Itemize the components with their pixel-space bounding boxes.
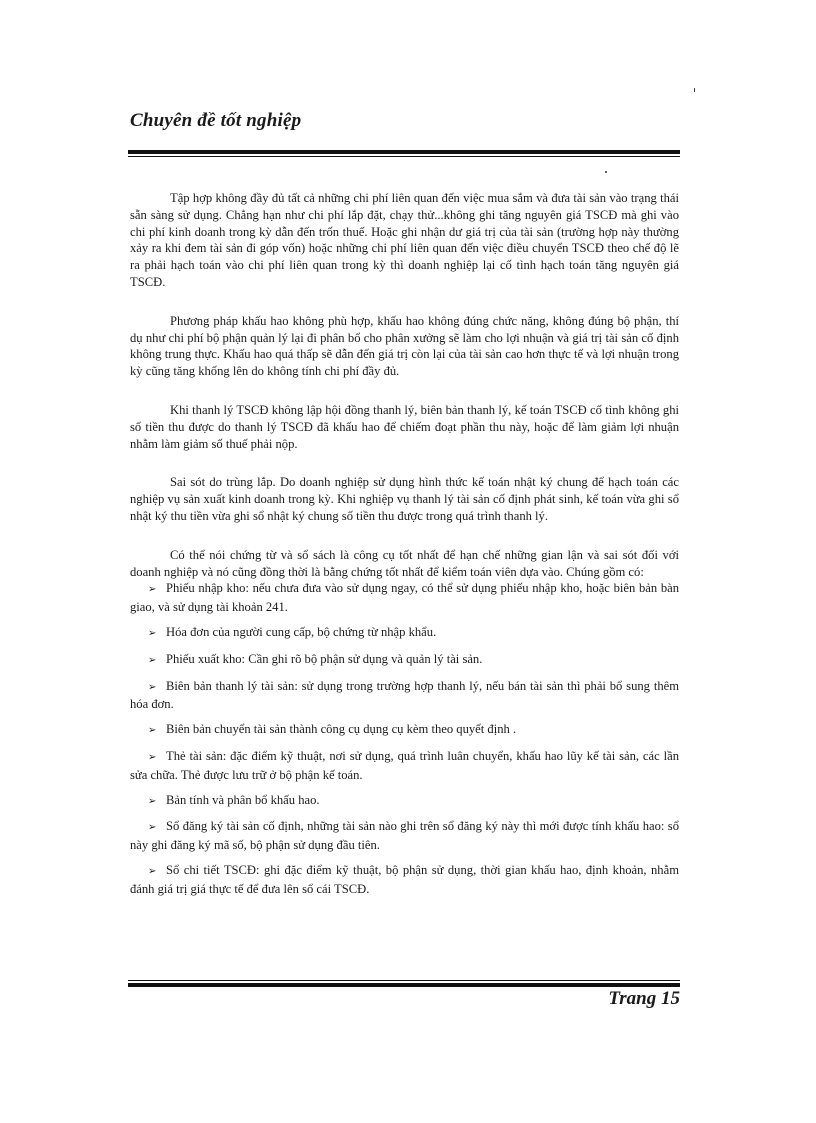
list-item [130, 748, 679, 784]
list-item [130, 818, 679, 854]
document-body [130, 190, 679, 906]
page-header-title: Chuyên đề tốt nghiệp [130, 110, 302, 131]
arrow-bullet-icon: ➢ [148, 584, 157, 596]
arrow-bullet-icon: ➢ [148, 865, 157, 877]
list-item-text: Sổ đăng ký tài sản cố định, những tài sản nào ghi trên sổ đăng ký này thì mới được tính khấu hao: sổ này ghi đăng ký mã số, bộ phận sử dụng đầu tiên. [130, 819, 679, 853]
list-item [130, 624, 679, 643]
arrow-bullet-icon: ➢ [148, 795, 157, 807]
list-item [130, 862, 679, 898]
footer-rule-thin-line [128, 980, 680, 981]
list-item-text: Thẻ tài sản: đặc điểm kỹ thuật, nơi sử dụng, quá trình luân chuyển, khấu hao lũy kế tài sản, các lần sửa chữa. Thẻ được lưu trữ ở bộ phận kế toán. [130, 748, 679, 782]
scan-speck [694, 88, 695, 92]
list-item [130, 721, 679, 740]
list-item-text: Bản tính và phân bổ khấu hao. [166, 792, 320, 807]
arrow-bullet-icon: ➢ [148, 751, 157, 763]
header-rule [128, 150, 680, 157]
paragraph: Tập hợp không đầy đủ tất cả những chi phí liên quan đến việc mua sắm và đưa tài sản vào trạng thái sẵn sàng sử dụng. Chẳng hạn như chi phí lắp đặt, chạy thử...không ghi tăng nguyên giá TSCĐ mà ghi vào chi phí kinh doanh trong kỳ dẫn đến trốn thuế. Hoặc ghi nhận dư giá trị của tài sản (trường hợp này thường xảy ra khi đem tài sản đi góp vốn) hoặc những chi phí liên quan đến việc điều chuyển TSCĐ theo chế độ lẽ ra phải hạch toán vào chi phí liên quan trong kỳ thì doanh nghiệp lại cố tình hạch toán tăng nguyên giá TSCĐ. [130, 191, 679, 289]
arrow-bullet-icon: ➢ [148, 725, 157, 737]
page-number: Trang 15 [608, 988, 680, 1009]
paragraph: Phương pháp khấu hao không phù hợp, khấu hao không đúng chức năng, không đúng bộ phận, thí dụ như chi phí bộ phận quản lý lại đi phân bổ cho phân xưởng sẽ làm cho lợi nhuận và giá trị tài sản cố định không trung thực. Khấu hao quá thấp sẽ dẫn đến giá trị còn lại của tài sản cao hơn thực tế và lợi nhuận trong kỳ cũng tăng khống lên do không tính chi phí đầy đủ. [130, 313, 679, 379]
header-rule-thick-line [128, 150, 680, 154]
list-item-text: Sổ chi tiết TSCĐ: ghi đặc điểm kỹ thuật, bộ phận sử dụng, thời gian khấu hao, định khoản, nhằm đánh giá trị giá thực tế để đưa lên sổ cái TSCĐ. [130, 862, 679, 896]
list-item [130, 792, 679, 811]
document-bullet-list [130, 580, 679, 897]
paragraph: Sai sót do trùng lắp. Do doanh nghiệp sử dụng hình thức kế toán nhật ký chung để hạch toán các nghiệp vụ sản xuất kinh doanh trong kỳ. Khi nghiệp vụ thanh lý tài sản cố định phát sinh, kế toán vừa ghi sổ nhật ký thu tiền vừa ghi sổ nhật ký chung số tiền thu được trong quá trình thanh lý. [130, 475, 679, 523]
arrow-bullet-icon: ➢ [148, 627, 157, 639]
header-rule-thin-line [128, 156, 680, 157]
list-item-text: Biên bản thanh lý tài sản: sử dụng trong trường hợp thanh lý, nếu bán tài sản thì phải bổ sung thêm hóa đơn. [130, 678, 679, 712]
footer-rule [128, 980, 680, 987]
scan-speck [605, 171, 607, 173]
arrow-bullet-icon: ➢ [148, 681, 157, 693]
list-item [130, 651, 679, 670]
list-item [130, 580, 679, 616]
list-item-text: Phiếu xuất kho: Cần ghi rõ bộ phận sử dụng và quản lý tài sản. [166, 651, 483, 666]
arrow-bullet-icon: ➢ [148, 822, 157, 834]
paragraph: Khi thanh lý TSCĐ không lập hội đồng thanh lý, biên bản thanh lý, kế toán TSCĐ cố tình không ghi số tiền thu được do thanh lý TSCĐ đã khấu hao để chiếm đoạt phần thu này, hoặc để làm giảm lợi nhuận nhằm làm giảm số thuế phải nộp. [130, 402, 679, 451]
arrow-bullet-icon: ➢ [148, 654, 157, 666]
footer-rule-thick-line [128, 983, 680, 987]
paragraph: Có thể nói chứng từ và sổ sách là công cụ tốt nhất để hạn chế những gian lận và sai sót đối với doanh nghiệp và nó cũng đồng thời là bằng chứng tốt nhất để kiểm toán viên dựa vào. Chúng gồm có: [130, 547, 679, 579]
list-item-text: Phiếu nhập kho: nếu chưa đưa vào sử dụng ngay, có thể sử dụng phiếu nhập kho, hoặc biên bản bàn giao, và sử dụng tài khoản 241. [130, 581, 679, 615]
list-item-text: Biên bản chuyển tài sản thành công cụ dụng cụ kèm theo quyết định . [166, 722, 517, 737]
list-item-text: Hóa đơn của người cung cấp, bộ chứng từ nhập khẩu. [166, 624, 437, 639]
list-item [130, 678, 679, 714]
